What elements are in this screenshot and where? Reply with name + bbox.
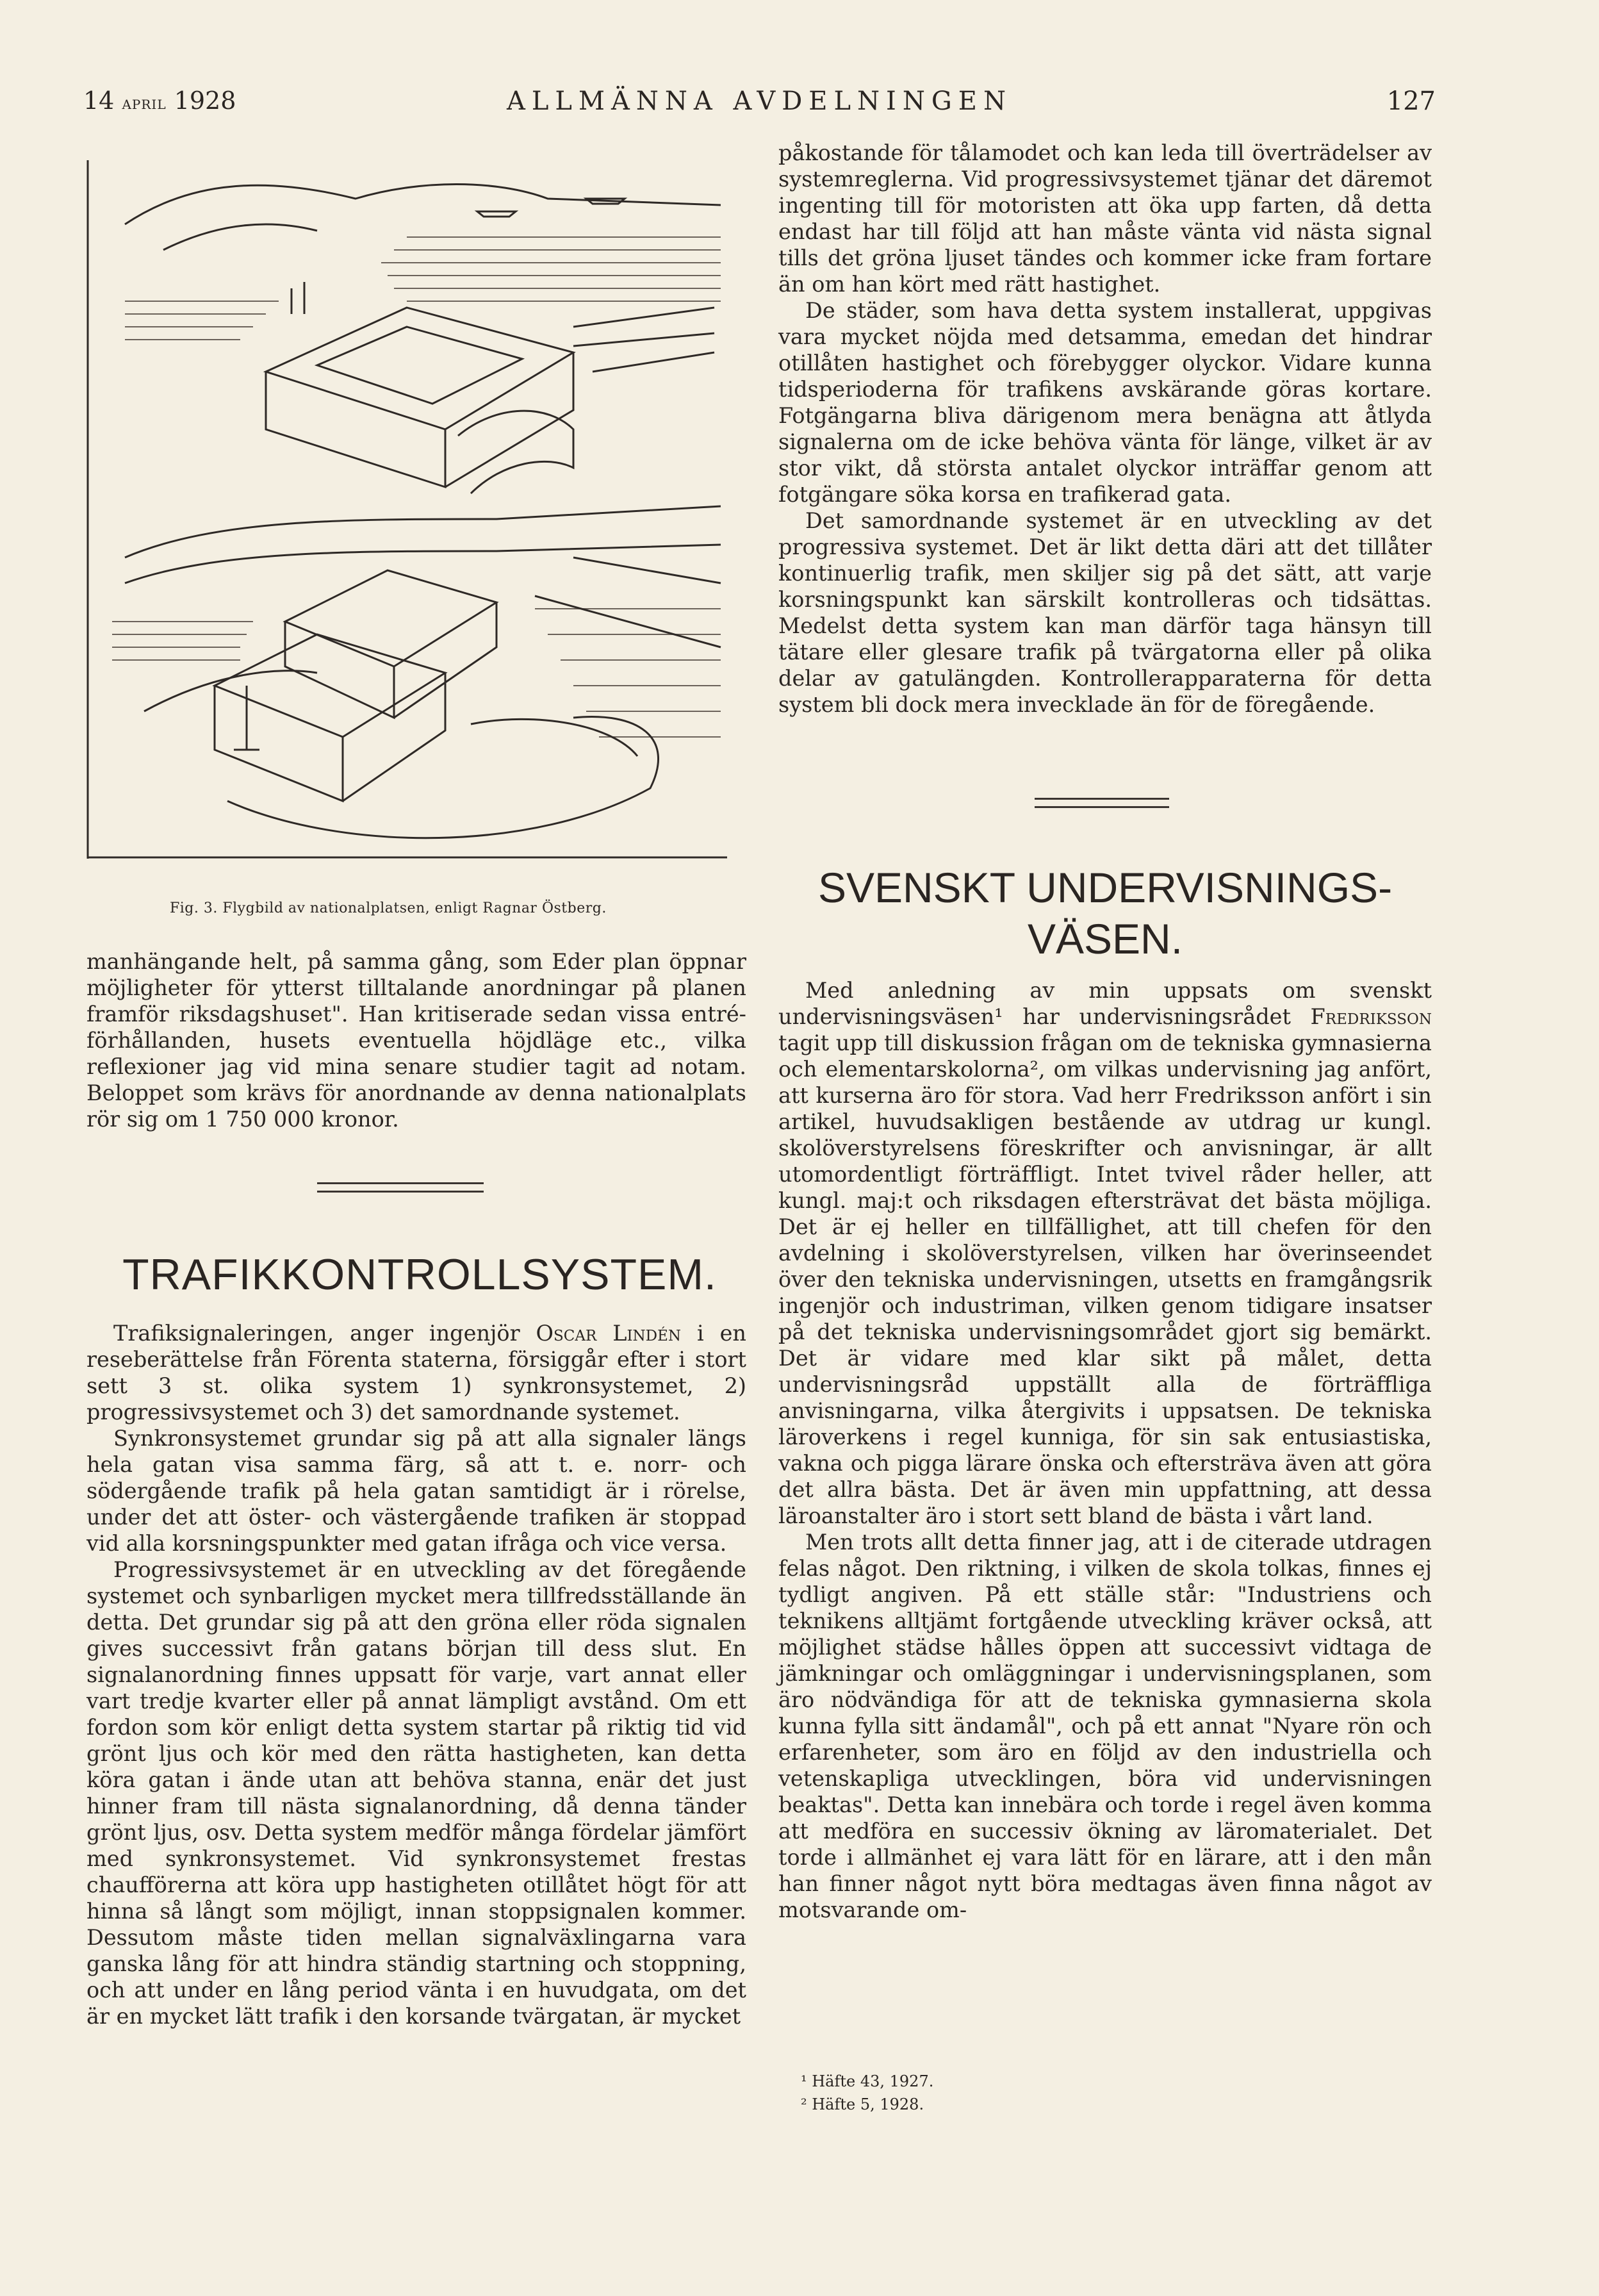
aerial-sketch-svg	[86, 160, 727, 859]
paragraph: De städer, som hava detta system installerat, uppgivas vara mycket nöjda med detsamma, emedan det hindrar otillåten hastighet och förebygger olyckor. Vidare kunna tidsperioderna för trafikens avskärande göras kortare. Fotgängarna bliva därigenom mera benägna att åtlyda signalerna om de icke behöva vänta för länge, vilket är av stor vikt, då största antalet olyckor inträffar genom att fotgängare söka korsa en trafikerad gata.	[778, 298, 1432, 507]
running-header	[83, 87, 1436, 125]
paragraph: Synkronsystemet grundar sig på att alla signaler längs hela gatan visa samma färg, så att t. e. norr- och södergående trafik på hela gatan samtidigt är i rörelse, under det att öster- och västergående trafiken är stoppad vid alla korsningspunkter med gatan ifråga och vice versa.	[86, 1426, 746, 1556]
footnotes	[801, 2070, 933, 2116]
paragraph: manhängande helt, på samma gång, som Eder plan öppnar möjligheter för ytterst tilltalande anordningar på planen framför riksdagshuset". Han kritiserade sedan vissa entré-förhållanden, husets eventuella höjdläge etc., vilka reflexioner jag vid mina senare studier tagit ad notam. Beloppet som krävs för anordnande av denna nationalplats rör sig om 1 750 000 kronor.	[86, 949, 746, 1132]
aerial-illustration	[86, 160, 727, 859]
paragraph	[86, 1320, 746, 1425]
section-title: ALLMÄNNA AVDELNINGEN	[506, 87, 1013, 116]
left-column-trafik	[86, 1320, 746, 2029]
page-number: 127	[1386, 87, 1436, 116]
text-run: Med anledning av min uppsats om svenskt undervisningsväsen¹ har undervisningsrådet	[778, 978, 1432, 1029]
left-column-intro	[86, 948, 746, 1132]
heading-svenskt-undervisningsvasen	[778, 862, 1432, 964]
author-name: Oscar Lindén	[536, 1321, 682, 1346]
section-divider	[1035, 798, 1169, 808]
figure-caption: Fig. 3. Flygbild av nationalplatsen, enligt Ragnar Östberg.	[170, 900, 607, 916]
right-column-trafik-cont	[778, 140, 1432, 718]
author-name: Fredriksson	[1310, 1004, 1432, 1029]
paragraph	[778, 977, 1432, 1529]
header-date-day: 14	[83, 87, 115, 115]
footnote: ² Häfte 5, 1928.	[801, 2095, 924, 2113]
paragraph: Det samordnande systemet är en utveckling av det progressiva systemet. Det är likt detta däri att det tillåter kontinuerlig trafik, men skiljer sig på det sätt, att varje korsningspunkt kan särskilt kontrolleras och tidsättas. Medelst detta system kan man därför taga hänsyn till tätare eller glesare trafik på tvärgatorna eller på olika delar av gatulängden. Kontrollerapparaterna för detta system bli dock mera invecklade än för de föregående.	[778, 508, 1432, 717]
heading-line: SVENSKT UNDERVISNINGS-	[817, 864, 1393, 911]
text-run: tagit upp till diskussion frågan om de tekniska gymnasierna och elementarskolorna², om vilkas undervisning jag anfört, att kurserna äro för stora. Vad herr Fredriksson anfört i sin artikel, huvudsakligen bestående av utdrag ur kungl. skolöverstyrelsens föreskrifter och anvisningar, är allt utomordentligt förträffligt. Intet tvivel råder heller, att kungl. maj:t och riksdagen eftersträvat det bästa möjliga. Det är ej heller en tillfällighet, att till chefen för den avdelning i skolöverstyrelsen, vilken har överinseendet över den tekniska undervisningen, utsetts en framgångsrik ingenjör och industriman, vilken genom tidigare insatser på det tekniska undervisningsområdet gjort sig bemärkt. Det är vidare med klar sikt på målet, detta undervisningsråd uppställt alla de förträffliga anvisningarna, vilka återgivits i uppsatsen. De tekniska läroverkens i regel kunniga, för sin sak entusiastiska, vakna och pigga lärare önska och eftersträva även att göra det allra bästa. Det är även min uppfattning, att dessa läroanstalter äro i stort sett bland de bästa i vårt land.	[778, 1030, 1432, 1528]
header-date-year: 1928	[174, 87, 236, 115]
section-divider	[317, 1182, 484, 1193]
heading-trafikkontrollsystem: TRAFIKKONTROLLSYSTEM.	[122, 1250, 717, 1299]
paragraph: påkostande för tålamodet och kan leda till överträdelser av systemreglerna. Vid progressivsystemet tjänar det däremot ingenting till för motoristen att öka upp farten, då detta endast har till följd att han måste vänta vid nästa signal tills det gröna ljuset tändes och kommer icke fram fortare än om han kört med rätt hastighet.	[778, 140, 1432, 297]
text-run: i en reseberättelse från Förenta staterna, försiggår efter i stort sett 3 st. olika system 1) synkronsystemet, 2) progressivsystemet och 3) det samordnande systemet.	[86, 1321, 746, 1425]
footnote: ¹ Häfte 43, 1927.	[801, 2072, 934, 2090]
right-column-svensk	[778, 977, 1432, 1923]
text-run: Trafiksignaleringen, anger ingenjör	[113, 1321, 536, 1346]
paragraph: Progressivsystemet är en utveckling av det föregående systemet och synbarligen mycket mera tillfredsställande än detta. Det grundar sig på att den gröna eller röda signalen gives successivt från gatans början till dess slut. En signalanordning finnes uppsatt för varje, vart annat eller vart tredje kvarter eller på annat lämpligt avstånd. Om ett fordon som kör enligt detta system startar på riktig tid vid grönt ljus och kör med den rätta hastigheten, kan detta köra gatan i ände utan att behöva stanna, enär det just hinner fram till nästa signalanordning, då denna tänder grönt ljus, osv. Detta system medför många fördelar jämfört med synkronsystemet. Vid synkronsystemet frestas chaufförerna att köra upp hastigheten otillåtet högt för att hinna så långt som möjligt, innan stoppsignalen kommer. Dessutom måste tiden mellan signalväxlingarna vara ganska lång för att hindra ständig startning och stoppning, och att under en lång period vänta i en huvudgata, om det är en mycket lätt trafik i den korsande tvärgatan, är mycket	[86, 1557, 746, 2029]
paragraph: Men trots allt detta finner jag, att i de citerade utdragen felas något. Den riktning, i vilken de skola tolkas, finnes ej tydligt angiven. På ett ställe står: "Industriens och teknikens alltjämt fortgående utveckling kräver också, att möjlighet städse hålles öppen att successivt vidtaga de jämkningar och omläggningar i undervisningsplanen, som äro nödvändiga för att de tekniska gymnasierna skola kunna fylla sitt ändamål", och på ett annat "Nyare rön och erfarenheter, som äro en följd av den industriella och vetenskapliga utvecklingen, böra vid undervisningen beaktas". Detta kan innebära och torde i regel även komma att medföra en successiv ökning av läromaterialet. Det torde i allmänhet ej vara lätt för en lärare, att i den mån han finner något nytt böra medtagas även finna något av motsvarande om-	[778, 1530, 1432, 1922]
heading-line: VÄSEN.	[1027, 915, 1183, 962]
header-date-month: april	[122, 92, 167, 113]
